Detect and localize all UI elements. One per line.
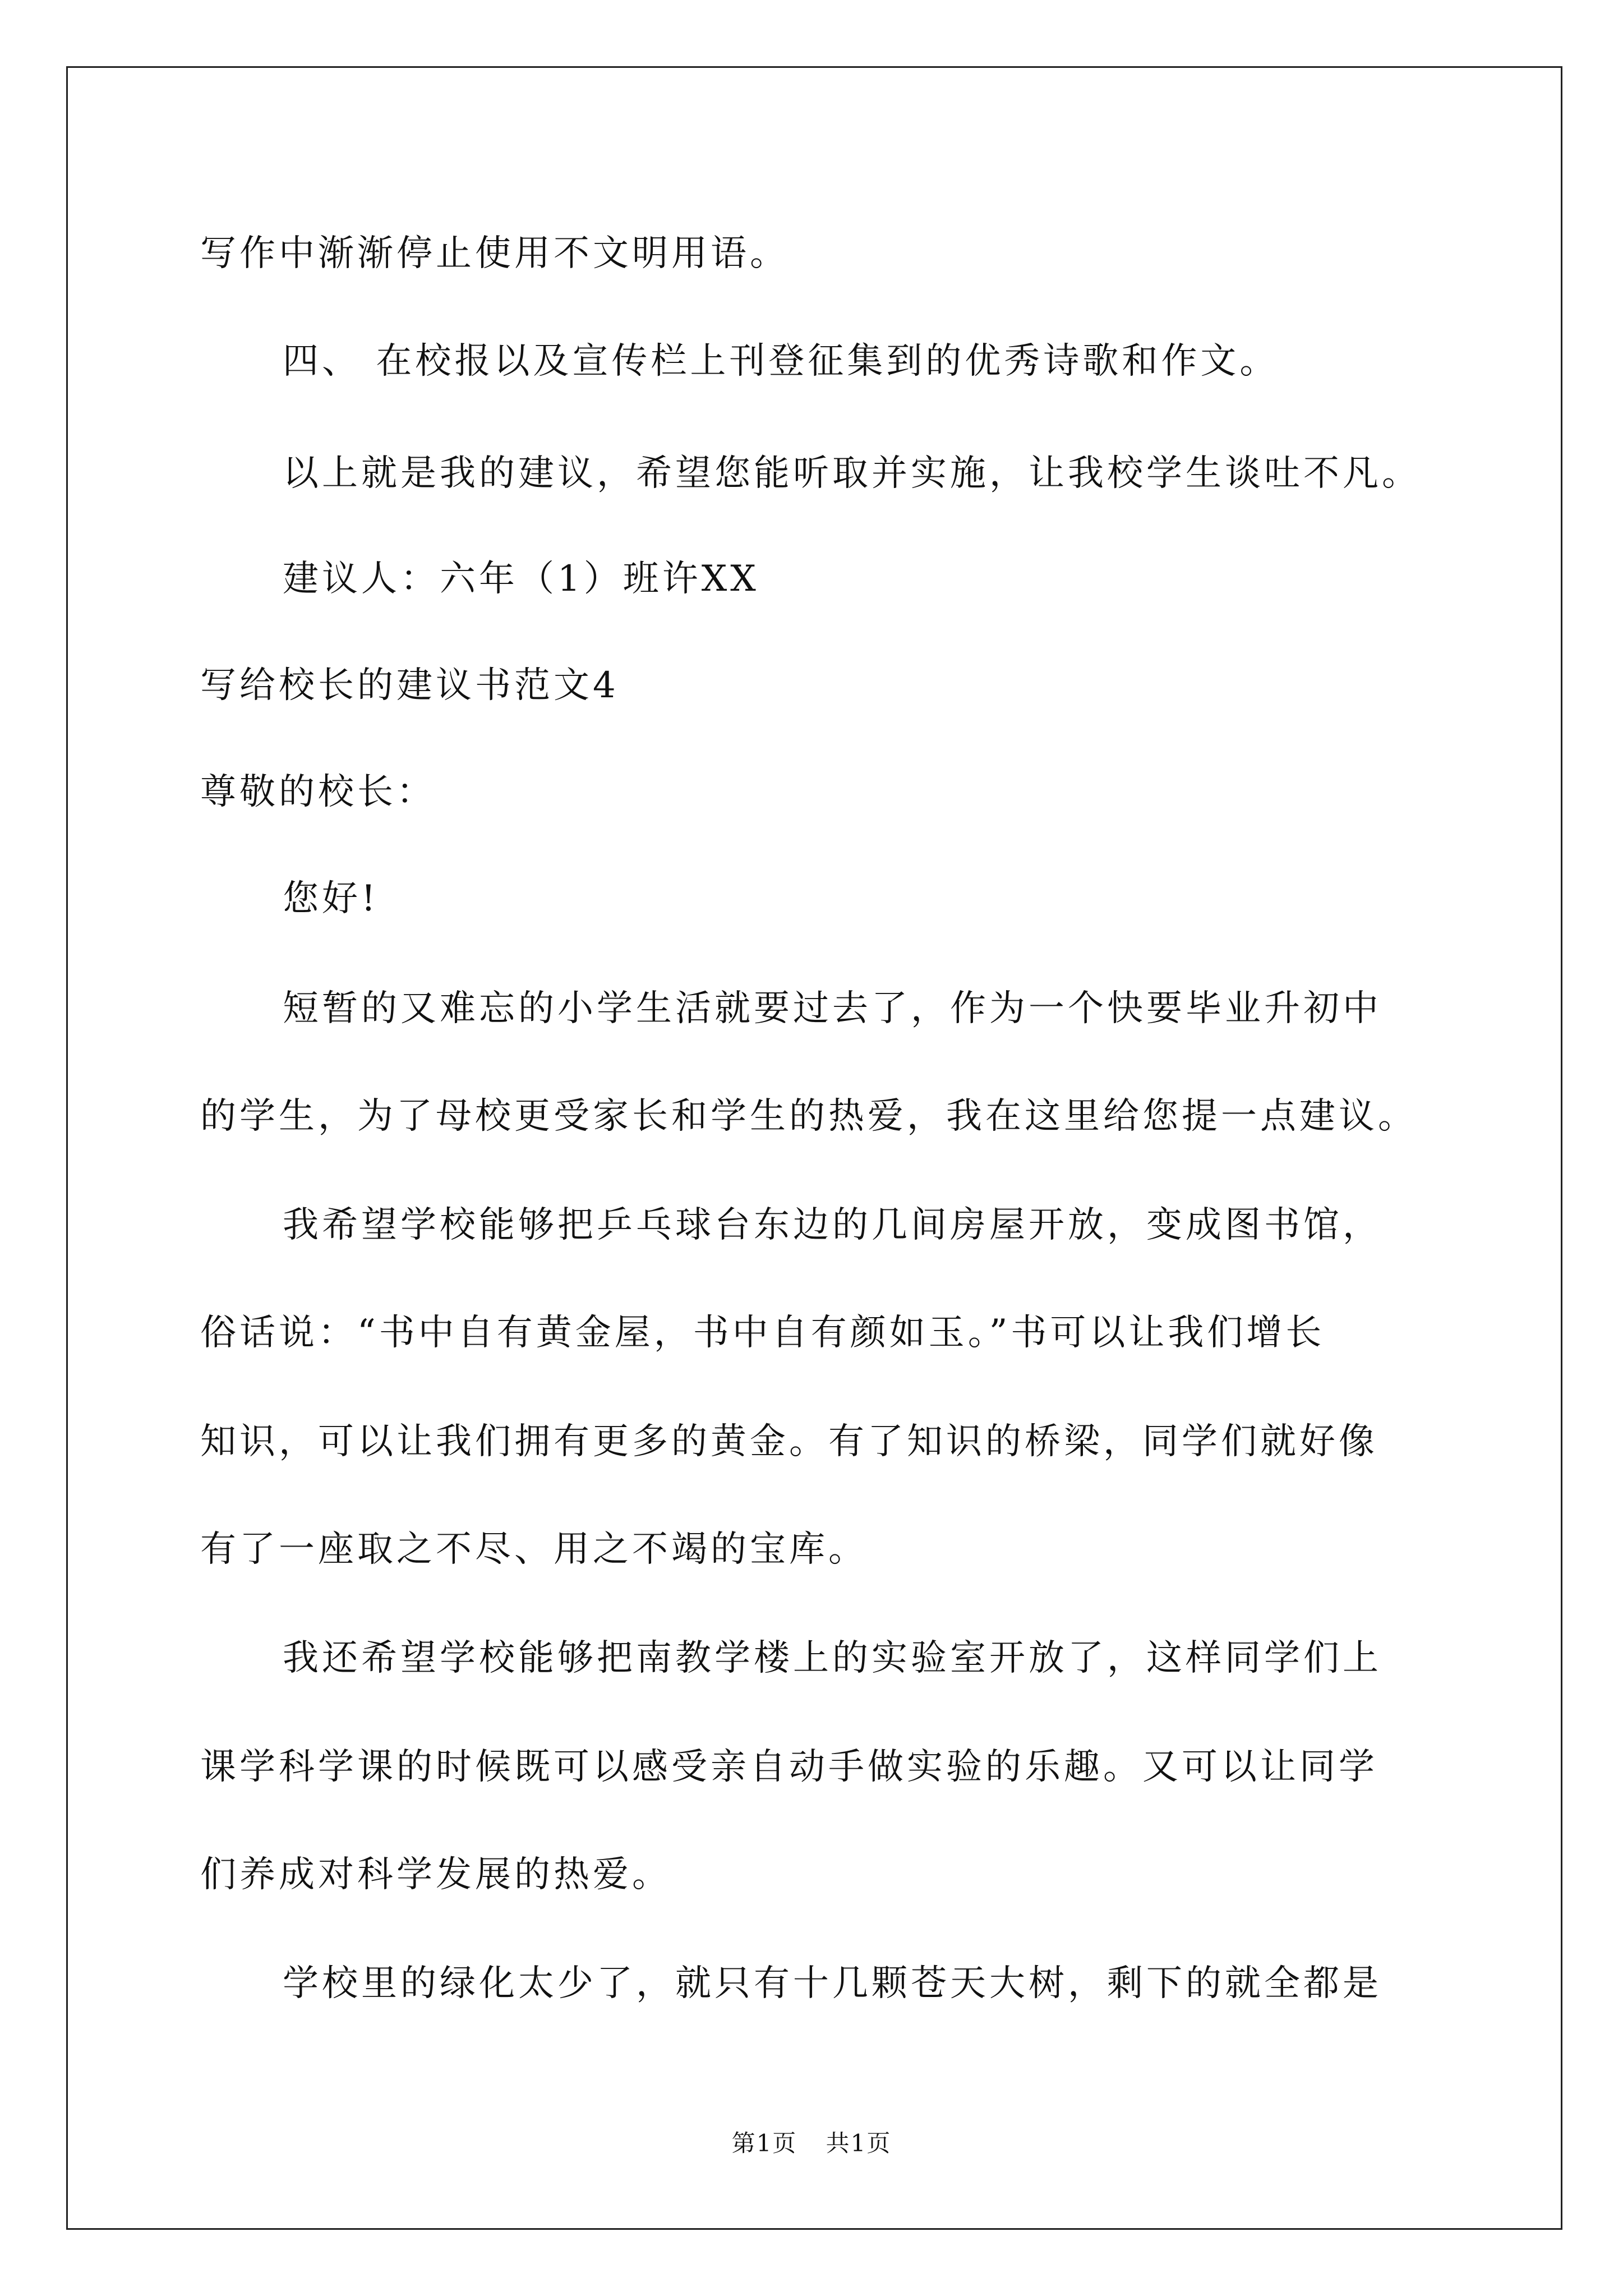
text-line: 写作中渐渐停止使用不文明用语。 (200, 233, 789, 274)
text-line: 我希望学校能够把乒乓球台东边的几间房屋开放，变成图书馆， (283, 1204, 1382, 1246)
text-line-list-item: 四、 在校报以及宣传栏上刊登征集到的优秀诗歌和作文。 (283, 341, 1279, 382)
text-line: 们养成对科学发展的热爱。 (200, 1854, 671, 1895)
signature-line: 建议人：六年（1）班许XX (283, 558, 759, 600)
salutation: 尊敬的校长： (200, 771, 436, 813)
page-total: 共1页 (826, 2129, 892, 2157)
greeting: 您好! (283, 878, 379, 919)
text-line: 有了一座取之不尽、用之不竭的宝库。 (200, 1529, 868, 1570)
page-footer (0, 2129, 1623, 2157)
section-heading: 写给校长的建议书范文4 (200, 665, 619, 706)
text-line: 的学生，为了母校更受家长和学生的热爱，我在这里给您提一点建议。 (200, 1096, 1417, 1137)
text-line: 我还希望学校能够把南教学楼上的实验室开放了，这样同学们上 (283, 1637, 1382, 1679)
text-line: 知识，可以让我们拥有更多的黄金。有了知识的桥梁，同学们就好像 (200, 1421, 1378, 1462)
text-line: 课学科学课的时候既可以感受亲自动手做实验的乐趣。又可以让同学 (200, 1746, 1378, 1788)
text-line: 以上就是我的建议，希望您能听取并实施，让我校学生谈吐不凡。 (283, 453, 1421, 494)
text-line: 学校里的绿化太少了，就只有十几颗苍天大树，剩下的就全都是 (283, 1963, 1382, 2004)
text-line: 俗话说：“书中自有黄金屋，书中自有颜如玉。”书可以让我们增长 (200, 1312, 1325, 1354)
text-line: 短暂的又难忘的小学生活就要过去了，作为一个快要毕业升初中 (283, 988, 1382, 1029)
page-number: 第1页 (731, 2129, 797, 2157)
page-border (66, 66, 1562, 2230)
